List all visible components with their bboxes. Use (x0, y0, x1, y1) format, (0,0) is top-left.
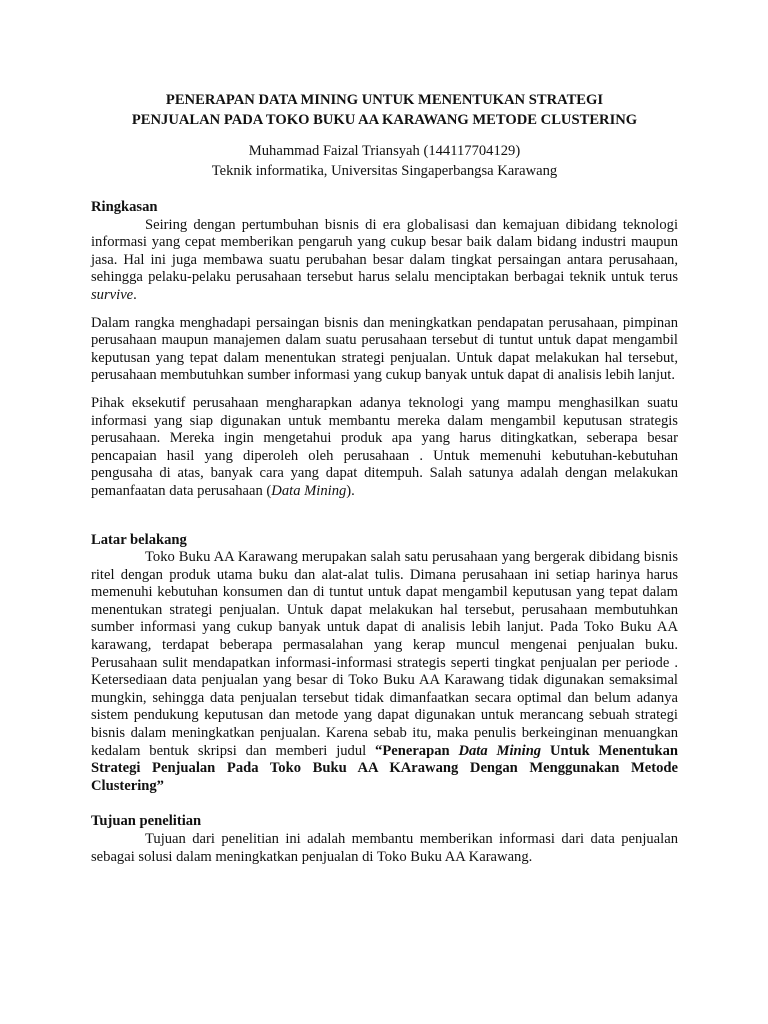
author-block (91, 141, 678, 181)
title-line-2: PENJUALAN PADA TOKO BUKU AA KARAWANG METODE CLUSTERING (131, 112, 638, 128)
document-page (91, 90, 678, 866)
author-affiliation: Teknik informatika, Universitas Singaperbangsa Karawang (211, 163, 558, 179)
ringkasan-p3-end: ). (346, 482, 355, 499)
ringkasan-p3-italic: Data Mining (271, 482, 347, 499)
ringkasan-paragraph-3 (91, 395, 678, 501)
tujuan-penelitian-paragraph-1: Tujuan dari penelitian ini adalah membantu memberikan informasi dari data penjualan sebagai solusi dalam meningkatkan penjualan di Toko Buku AA Karawang. (91, 831, 678, 865)
ringkasan-p3-text: Pihak eksekutif perusahaan mengharapkan adanya teknologi yang mampu menghasilkan suatu informasi yang siap digunakan untuk membantu mereka dalam mengambil keputusan strategis perusahaan. Mereka ingin mengetahui produk apa yang harus ditingkatkan, seberapa besar pencapaian hasil yang diperoleh oleh perusahaan . Untuk memenuhi kebutuhan-kebutuhan pengusaha di atas, banyak cara yang dapat ditempuh. Salah satunya adalah dengan melakukan pemanfaatan data perusahaan ( (91, 394, 678, 499)
judul-start: “Penerapan (375, 742, 459, 759)
section-heading-latar-belakang: Latar belakang (91, 531, 187, 548)
latar-belakang-p1-text: Toko Buku AA Karawang merupakan salah satu perusahaan yang bergerak dibidang bisnis ritel dengan produk utama buku dan alat-alat tulis. Dimana perusahaan ini setiap harinya harus memenuhi kebutuhan konsumen dan di tuntut untuk dapat mengambil keputusan yang tepat dalam menentukan strategi penjualan. Untuk dapat melakukan hal tersebut, perusahaan membutuhkan sumber informasi yang cukup banyak untuk dapat di analisis lebih lanjut. Pada Toko Buku AA karawang, terdapat beberapa permasalahan yang kerap muncul mengenai penjualan buku. Perusahaan sulit mendapatkan informasi-informasi strategis seperti tingkat penjualan per periode . Ketersediaan data penjualan yang besar di Toko Buku AA Karawang tidak digunakan semaksimal mungkin, sehingga data penjualan tersebut tidak dimanfaatkan secara optimal dan belum adanya sistem pendukung keputusan dan metode yang dapat digunakan untuk merancang sebuah strategi bisnis dalam meningkatkan penjualan. Karena sebab itu, maka penulis berkeinginan menuangkan kedalam bentuk skripsi dan memberi judul (91, 549, 678, 759)
judul-italic: Data Mining (458, 742, 542, 759)
section-heading-tujuan-penelitian: Tujuan penelitian (91, 813, 202, 830)
ringkasan-p1-italic: survive (91, 286, 134, 303)
author-name: Muhammad Faizal Triansyah (144117704129) (248, 143, 521, 159)
title-line-1: PENERAPAN DATA MINING UNTUK MENENTUKAN STRATEGI (165, 92, 604, 108)
section-tujuan-penelitian (91, 813, 678, 866)
ringkasan-paragraph-2: Dalam rangka menghadapi persaingan bisnis dan meningkatkan pendapatan perusahaan, pimpinan perusahaan maupun manajemen dalam suatu perusahaan tersebut di tuntut untuk dapat mengambil keputusan yang tepat dalam menentukan strategi penjualan. Untuk dapat melakukan hal tersebut, perusahaan membutuhkan sumber informasi yang cukup banyak untuk dapat di analisis lebih lanjut. (91, 314, 678, 384)
ringkasan-p1-end: . (133, 286, 137, 303)
section-heading-ringkasan: Ringkasan (91, 199, 158, 215)
section-ringkasan (91, 199, 678, 501)
document-title (91, 90, 678, 130)
ringkasan-paragraph-1 (91, 217, 678, 305)
latar-belakang-paragraph-1 (91, 549, 678, 795)
judul-end: Untuk Menentukan Strategi Penjualan Pada Toko Buku AA KArawang Dengan Menggunakan Metode Clustering” (91, 742, 678, 794)
section-latar-belakang (91, 532, 678, 796)
ringkasan-p1-text: Seiring dengan pertumbuhan bisnis di era globalisasi dan kemajuan dibidang teknologi informasi yang cepat memberikan pengaruh yang cukup besar baik dalam bidang industri maupun jasa. Hal ini juga membawa suatu perubahan besar dalam tingkat persaingan antara perusahaan, sehingga pelaku-pelaku perusahaan tersebut harus selalu menciptakan berbagai teknik untuk terus (91, 216, 678, 286)
